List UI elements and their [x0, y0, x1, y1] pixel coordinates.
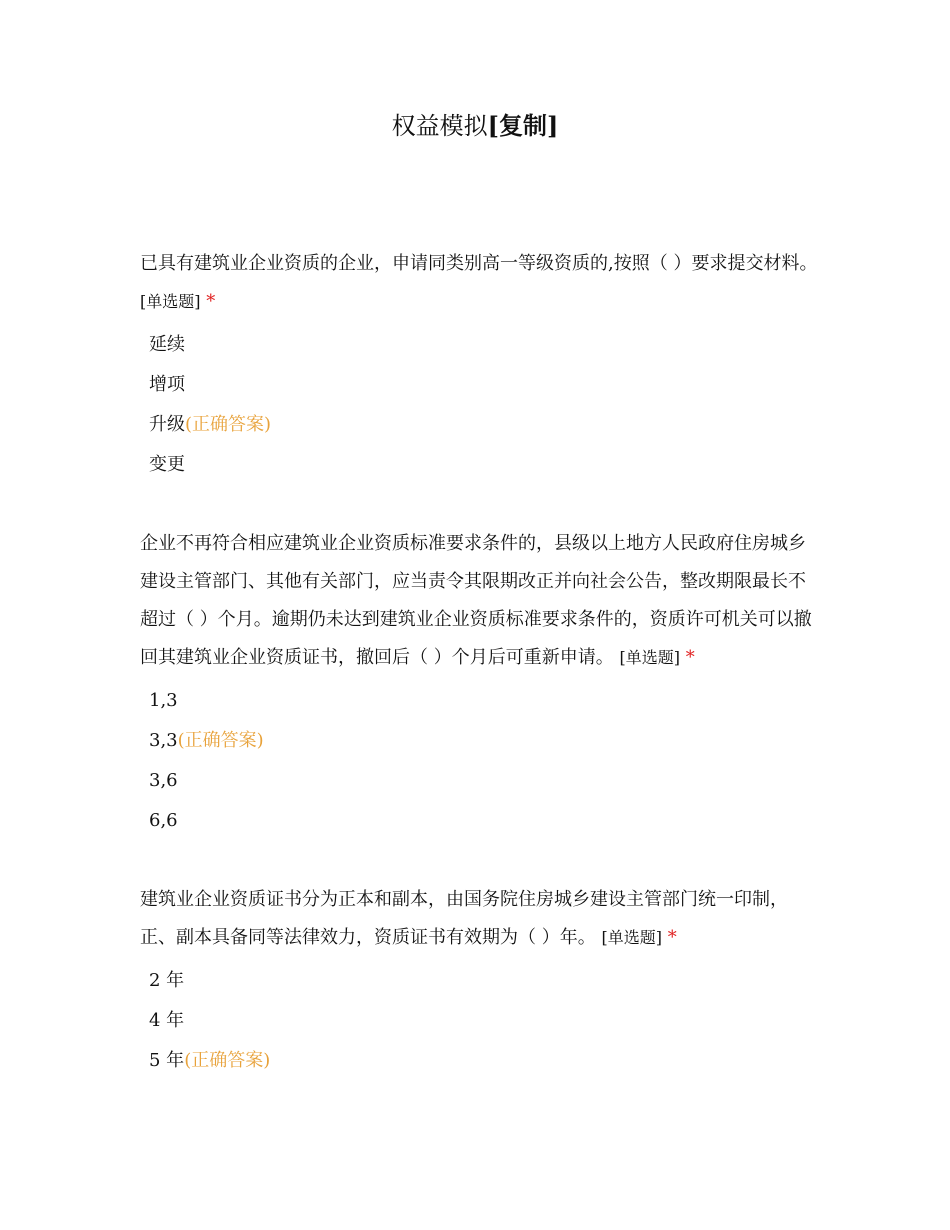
required-marker: *	[667, 927, 677, 948]
option-1-2[interactable]	[140, 365, 820, 405]
option-2-4[interactable]	[140, 801, 820, 841]
option-label: 3,6	[149, 770, 178, 791]
question-1-prompt: 已具有建筑业企业资质的企业，申请同类别高一等级资质的,按照（ ）要求提交材料。	[140, 253, 818, 274]
question-1	[140, 245, 820, 485]
title-main: 权益模拟	[391, 112, 488, 140]
option-label: 变更	[149, 454, 185, 475]
option-1-1[interactable]	[140, 325, 820, 365]
required-marker: *	[206, 291, 216, 312]
correct-answer-tag: (正确答案)	[184, 1050, 271, 1071]
option-1-3[interactable]	[140, 405, 820, 445]
option-label: 5 年	[149, 1050, 185, 1071]
option-label: 6,6	[149, 810, 178, 831]
option-3-3[interactable]	[140, 1041, 820, 1081]
question-3-prompt: 建筑业企业资质证书分为正本和副本，由国务院住房城乡建设主管部门统一印制，正、副本具备同等法律效力，资质证书有效期为（ ）年。	[140, 889, 788, 948]
option-label: 升级	[149, 414, 185, 435]
correct-answer-tag: (正确答案)	[185, 414, 272, 435]
option-3-1[interactable]	[140, 961, 820, 1001]
option-label: 2 年	[149, 970, 185, 991]
question-2-text	[140, 525, 820, 677]
question-type-badge: [单选题]	[619, 648, 680, 667]
question-2-options	[140, 681, 820, 841]
question-2	[140, 525, 820, 841]
question-type-badge: [单选题]	[140, 292, 201, 311]
question-1-text	[140, 245, 820, 321]
option-2-2[interactable]	[140, 721, 820, 761]
option-label: 4 年	[149, 1010, 185, 1031]
question-3	[140, 881, 820, 1081]
question-3-options	[140, 961, 820, 1081]
option-2-1[interactable]	[140, 681, 820, 721]
question-3-text	[140, 881, 820, 957]
question-type-badge: [单选题]	[601, 928, 662, 947]
option-label: 3,3	[149, 730, 178, 751]
option-label: 延续	[149, 334, 185, 355]
option-3-2[interactable]	[140, 1001, 820, 1041]
option-label: 1,3	[149, 690, 178, 711]
required-marker: *	[685, 647, 695, 668]
option-label: 增项	[149, 374, 185, 395]
option-1-4[interactable]	[140, 445, 820, 485]
correct-answer-tag: (正确答案)	[177, 730, 264, 751]
option-2-3[interactable]	[140, 761, 820, 801]
page-title	[0, 108, 950, 144]
title-suffix: [复制]	[487, 111, 559, 140]
question-1-options	[140, 325, 820, 485]
question-2-prompt: 企业不再符合相应建筑业企业资质标准要求条件的，县级以上地方人民政府住房城乡建设主管部门、其他有关部门，应当责令其限期改正并向社会公告，整改期限最长不超过（ ）个月。逾期仍未达到建筑业企业资质标准要求条件的，资质许可机关可以撤回其建筑业企业资质证书，撤回后（ ）个月后可重新申请。	[140, 533, 812, 668]
